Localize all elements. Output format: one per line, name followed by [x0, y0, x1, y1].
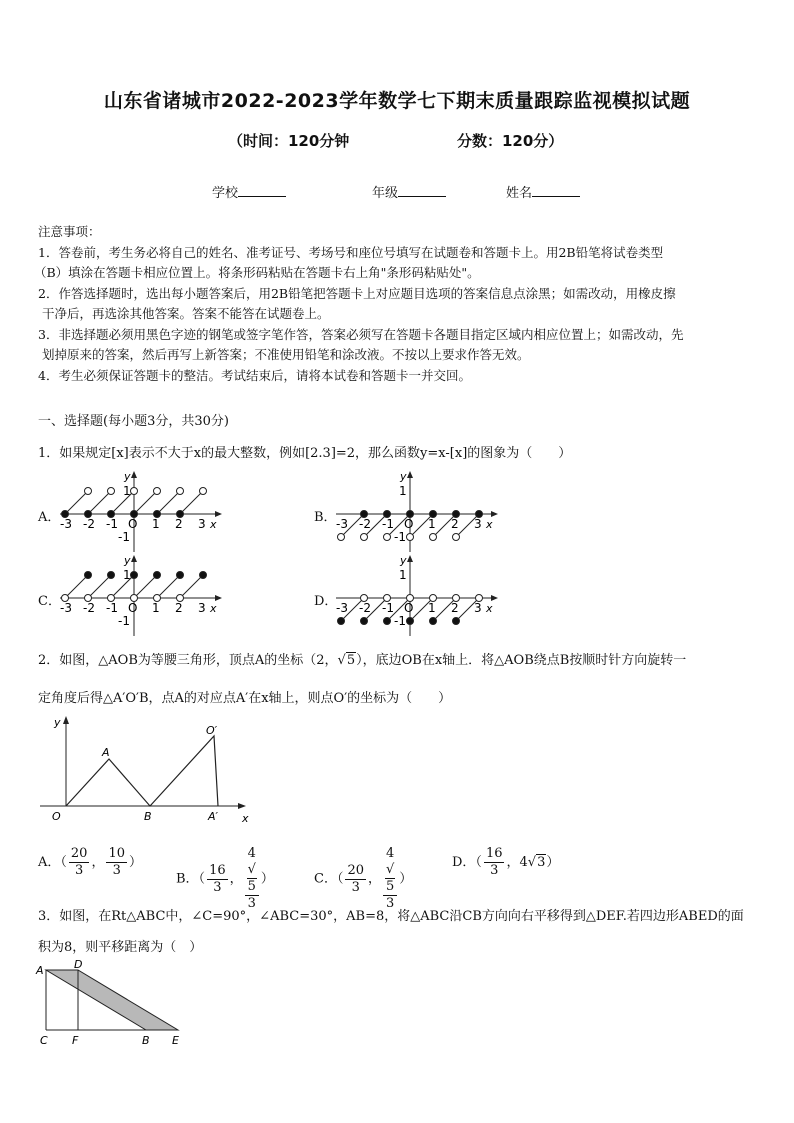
label-x: x [486, 518, 493, 531]
grade-field [372, 182, 446, 201]
label-f: F [72, 1034, 79, 1047]
numerator: 16 [209, 862, 226, 878]
tick-label: -2 [359, 517, 371, 531]
numerator: 4 √ 5 [383, 846, 397, 896]
denominator: 3 [213, 879, 222, 895]
label-o: O [52, 810, 61, 823]
name-blank [532, 184, 580, 197]
y-arrow [131, 555, 137, 562]
fraction [245, 846, 259, 912]
q1-option-d-label: D． [314, 594, 338, 609]
opt-label: B．（ [176, 871, 206, 887]
q2-line2: 定角度后得△A′O′B，点A的对应点A′在x轴上，则点O′的坐标为（ ） [38, 691, 452, 706]
tick-label: 2 [451, 601, 459, 615]
q1-graph-d [334, 552, 504, 638]
grade-label: 年级 [372, 186, 399, 201]
open-point [131, 595, 138, 602]
closed-point [108, 511, 115, 518]
close-paren: ） [399, 871, 413, 887]
open-point [200, 488, 207, 495]
label-o-prime: O′ [206, 724, 218, 737]
opt-label: D．（ [452, 855, 482, 870]
tick-label: -2 [83, 517, 95, 531]
q3-line2: 积为8，则平移距离为（ ） [38, 940, 203, 955]
graph-segment [180, 491, 203, 514]
open-point [361, 534, 368, 541]
closed-point [453, 618, 460, 625]
q2-text-b: ），底边OB在x轴上．将△AOB绕点B按顺时针方向旋转一 [356, 653, 687, 668]
separator: ， [368, 871, 382, 887]
closed-point [85, 511, 92, 518]
denominator: 3 [112, 863, 121, 878]
school-blank [238, 184, 286, 197]
fraction [69, 846, 90, 879]
tick-label: O [404, 517, 414, 531]
denominator: 3 [75, 863, 84, 878]
q2-text-a: 2．如图，△AOB为等腰三角形，顶点A的坐标（2， [38, 653, 338, 668]
label-x: x [210, 518, 217, 531]
open-point [85, 595, 92, 602]
closed-point [361, 618, 368, 625]
label-x: x [486, 602, 493, 615]
q1-option-c-label: C． [38, 594, 61, 609]
q3-line1: 3．如图，在Rt△ABC中，∠C=90°，∠ABC=30°，AB=8，将△ABC沿CB方向向右平移得到△DEF.若四边形ABED的面 [38, 909, 744, 924]
denominator: 3 [351, 879, 360, 895]
open-point [177, 488, 184, 495]
tick-label: -1 [382, 601, 394, 615]
fraction [345, 863, 366, 896]
q1-graph-b [334, 468, 504, 554]
school-label: 学校 [212, 186, 239, 201]
closed-point [430, 511, 437, 518]
tick-label: 2 [175, 601, 183, 615]
graph-segment [134, 575, 157, 598]
q1-option-b-label: B． [314, 510, 337, 525]
fraction [207, 863, 228, 896]
fraction [106, 846, 127, 879]
graph-segment [180, 575, 203, 598]
x-arrow [491, 511, 498, 517]
tick-label: 3 [198, 517, 206, 531]
note-line: 3．非选择题必须用黑色字迹的钢笔或签字笔作答，答案必须写在答题卡各题目指定区域内相应位置上；如需改动，先 [38, 326, 684, 342]
open-point [338, 534, 345, 541]
closed-point [200, 572, 207, 579]
tick-label: -1 [106, 517, 118, 531]
tick-label: 2 [175, 517, 183, 531]
name-field [506, 182, 580, 201]
tick-label: -2 [359, 601, 371, 615]
q1-graph-c [58, 552, 228, 638]
q2-option-b [176, 846, 274, 912]
radicand: 5 [386, 879, 395, 894]
label-b: B [144, 810, 152, 823]
y-tick-neg-one: -1 [394, 614, 406, 628]
name-label: 姓名 [506, 186, 533, 201]
y-arrow [407, 471, 413, 478]
section-heading: 一、选择题(每小题3分，共30分) [38, 414, 229, 429]
label-y: y [54, 716, 61, 729]
note-line: 4．考生必须保证答题卡的整洁。考试结束后，请将本试卷和答题卡一并交回。 [38, 367, 471, 383]
numerator: 16 [485, 846, 503, 861]
y-arrow [131, 471, 137, 478]
q2-option-a [38, 846, 142, 879]
graph-segment [157, 491, 180, 514]
close-paren: ） [546, 855, 560, 870]
closed-point [338, 618, 345, 625]
fraction [383, 846, 397, 912]
closed-point [85, 572, 92, 579]
note-line: 2．作答选择题时，选出每小题答案后，用2B铅笔把答题卡上对应题目选项的答案信息点涂黑；如需改动，用橡皮擦 [38, 285, 676, 301]
close-paren: ） [260, 871, 274, 887]
y-tick-one: 1 [399, 568, 407, 582]
exam-score: 分数：120分） [457, 132, 564, 150]
open-point [108, 595, 115, 602]
q1-option-a-label: A． [38, 510, 61, 525]
tick-label: O [404, 601, 414, 615]
tick-label: -1 [106, 601, 118, 615]
label-y: y [400, 554, 407, 567]
closed-point [430, 618, 437, 625]
coef: 4 [247, 846, 256, 861]
tick-label: O [128, 517, 138, 531]
graph-segment [65, 575, 88, 598]
open-point [430, 595, 437, 602]
label-d: D [74, 958, 83, 971]
q1-graph-a [58, 468, 228, 554]
note-line: 1．答卷前，考生务必将自己的姓名、准考证号、考场号和座位号填写在试题卷和答题卡上。用2B铅笔将试卷类型 [38, 244, 664, 260]
open-point [361, 595, 368, 602]
closed-point [154, 572, 161, 579]
school-field [212, 182, 286, 201]
closed-point [177, 572, 184, 579]
open-point [407, 534, 414, 541]
closed-point [131, 511, 138, 518]
closed-point [108, 572, 115, 579]
closed-point [453, 511, 460, 518]
open-point [384, 595, 391, 602]
radicand: 5 [247, 879, 256, 894]
open-point [453, 595, 460, 602]
tick-label: 3 [198, 601, 206, 615]
tick-label: 1 [428, 601, 436, 615]
closed-point [407, 618, 414, 625]
notes-block [34, 222, 758, 386]
close-paren: ） [129, 855, 143, 870]
numerator: 10 [108, 846, 125, 861]
open-point [453, 534, 460, 541]
y-arrow [407, 555, 413, 562]
q3-figure [34, 958, 194, 1048]
y-tick-one: 1 [123, 484, 131, 498]
page-title: 山东省诸城市2022-2023学年数学七下期末质量跟踪监视模拟试题 [103, 90, 691, 112]
label-c: C [40, 1034, 48, 1047]
tick-label: 3 [474, 517, 482, 531]
triangle-lines [66, 736, 218, 806]
note-line: （B）填涂在答题卡相应位置上。将条形码粘贴在答题卡右上角"条形码粘贴处"。 [34, 265, 480, 280]
y-tick-neg-one: -1 [394, 530, 406, 544]
label-e: E [172, 1034, 179, 1047]
label-x: x [210, 602, 217, 615]
open-point [154, 595, 161, 602]
separator: ， [91, 855, 105, 870]
open-point [85, 488, 92, 495]
tick-label: O [128, 601, 138, 615]
graph-segment [88, 575, 111, 598]
closed-point [407, 511, 414, 518]
q2-sqrt: 5 [346, 653, 356, 668]
y-tick-one: 1 [399, 484, 407, 498]
tick-label: 1 [428, 517, 436, 531]
tick-label: -3 [60, 517, 72, 531]
open-point [154, 488, 161, 495]
closed-point [154, 511, 161, 518]
note-line: 划掉原来的答案，然后再写上新答案；不准使用铅笔和涂改液。不按以上要求作答无效。 [42, 347, 530, 362]
label-b: B [142, 1034, 150, 1047]
closed-point [177, 511, 184, 518]
open-point [131, 488, 138, 495]
label-y: y [124, 554, 131, 567]
open-point [430, 534, 437, 541]
open-point [62, 595, 69, 602]
open-point [407, 595, 414, 602]
label-y: y [400, 470, 407, 483]
closed-point [62, 511, 69, 518]
closed-point [131, 572, 138, 579]
x-arrow [491, 595, 498, 601]
tick-label: 1 [152, 601, 160, 615]
notes-heading: 注意事项： [38, 224, 101, 239]
opt-label: C．（ [314, 871, 344, 887]
x-arrow [238, 803, 246, 809]
open-point [108, 488, 115, 495]
tick-label: -2 [83, 601, 95, 615]
graph-segment [88, 491, 111, 514]
y-arrow [63, 716, 69, 724]
tick-label: -3 [336, 517, 348, 531]
q2-line1: 2．如图，△AOB为等腰三角形，顶点A的坐标（2，√5），底边OB在x轴上．将△AOB绕点B按顺时针方向旋转一 [38, 653, 687, 668]
note-line: 干净后，再选涂其他答案。答案不能答在试题卷上。 [42, 306, 330, 321]
open-point [384, 534, 391, 541]
x-arrow [215, 595, 222, 601]
q2-option-d: D．（ $\frac{16}{3}$ ，4√3） [452, 846, 560, 878]
denominator: 3 [247, 896, 256, 911]
closed-point [476, 511, 483, 518]
tick-label: 2 [451, 517, 459, 531]
parallelogram-abed [46, 970, 178, 1030]
graph-segment [134, 491, 157, 514]
coef: 4 [386, 846, 395, 861]
grade-blank [398, 184, 446, 197]
radicand: 3 [537, 855, 546, 870]
numerator: 20 [70, 846, 88, 861]
label-a: A [36, 964, 44, 977]
label-a-prime: A′ [208, 810, 219, 823]
tick-label: -3 [60, 601, 72, 615]
tick-label: -1 [382, 517, 394, 531]
fraction [484, 846, 505, 879]
q2-option-c [314, 846, 412, 912]
x-arrow [215, 511, 222, 517]
numerator: 20 [347, 862, 364, 878]
label-y: y [124, 470, 131, 483]
numerator: 4 √ 5 [245, 846, 259, 896]
separator: ， [229, 871, 243, 887]
y-tick-one: 1 [123, 568, 131, 582]
graph-segment [157, 575, 180, 598]
denominator: 3 [490, 863, 499, 878]
open-point [476, 595, 483, 602]
closed-point [384, 511, 391, 518]
label-x: x [242, 812, 249, 825]
opt-label: A．（ [38, 855, 67, 870]
tick-label: -3 [336, 601, 348, 615]
tick-label: 1 [152, 517, 160, 531]
graph-segment [65, 491, 88, 514]
q1-text: 1．如果规定[x]表示不大于x的最大整数，例如[2.3]=2，那么函数y=x-[x]的图象为（ ） [38, 446, 572, 461]
q2-figure [36, 712, 256, 830]
denominator: 3 [386, 896, 395, 911]
closed-point [384, 618, 391, 625]
open-point [177, 595, 184, 602]
y-tick-neg-one: -1 [118, 614, 130, 628]
y-tick-neg-one: -1 [118, 530, 130, 544]
separator: ，4 [506, 855, 528, 870]
closed-point [361, 511, 368, 518]
label-a: A [102, 746, 110, 759]
exam-time: （时间：120分钟 [228, 132, 350, 150]
tick-label: 3 [474, 601, 482, 615]
